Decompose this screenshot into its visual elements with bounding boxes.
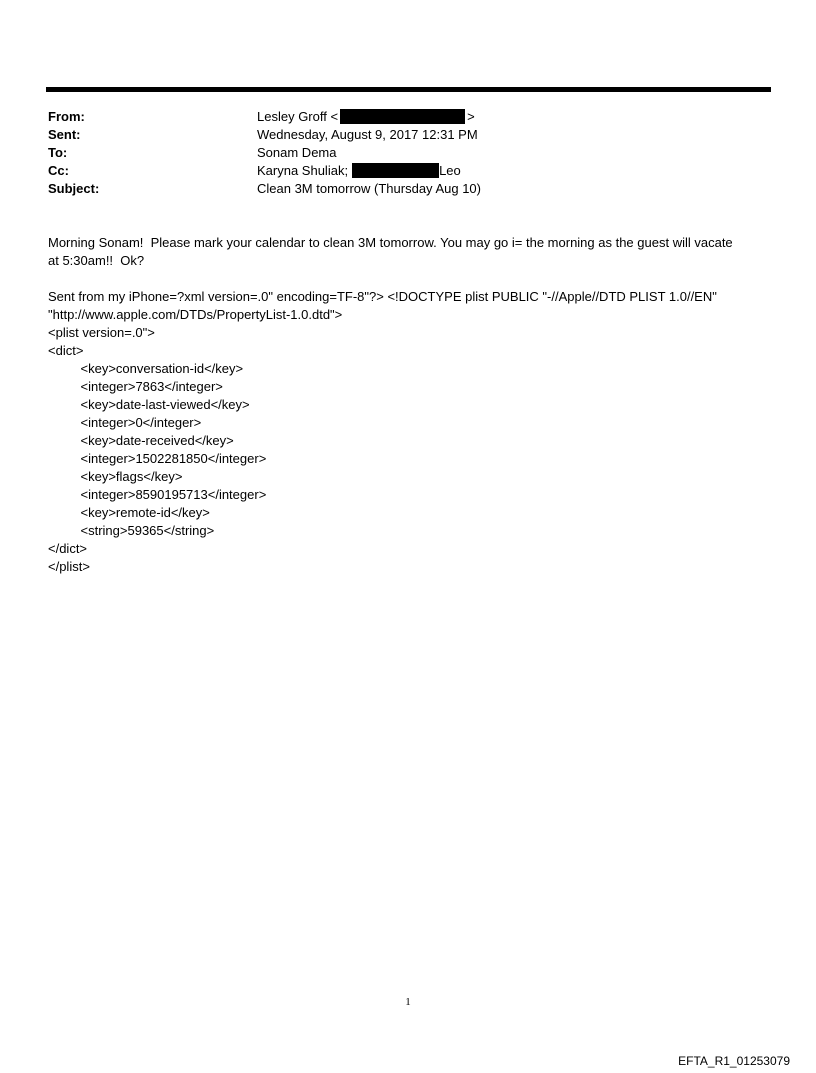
cc-name-1: Karyna Shuliak; bbox=[257, 163, 349, 178]
body-line: <string>59365</string> bbox=[48, 523, 215, 538]
body-line: <integer>7863</integer> bbox=[48, 379, 223, 394]
from-row bbox=[48, 108, 748, 126]
redacted-cc-block bbox=[352, 163, 439, 178]
document-id: EFTA_R1_01253079 bbox=[678, 1054, 790, 1068]
body-line: at 5:30am!! Ok? bbox=[48, 253, 145, 268]
cc-name-2: Leo bbox=[439, 163, 461, 178]
email-body bbox=[48, 234, 773, 576]
to-value: Sonam Dema bbox=[257, 145, 337, 160]
cc-value bbox=[257, 162, 461, 180]
body-line: </dict> bbox=[48, 541, 88, 556]
cc-row bbox=[48, 162, 748, 180]
page-number: 1 bbox=[405, 996, 411, 1008]
to-label: To: bbox=[48, 145, 68, 160]
body-line: <integer>1502281850</integer> bbox=[48, 451, 267, 466]
body-line: Sent from my iPhone=?xml version=.0" encoding=TF-8"?> <!DOCTYPE plist PUBLIC "-//Apple//DTD PLIST 1.0//EN" bbox=[48, 289, 717, 304]
cc-label: Cc: bbox=[48, 163, 69, 178]
body-line: "http://www.apple.com/DTDs/PropertyList-1.0.dtd"> bbox=[48, 307, 343, 322]
header-rule bbox=[46, 87, 771, 92]
sent-value: Wednesday, August 9, 2017 12:31 PM bbox=[257, 127, 478, 142]
body-line: <key>date-last-viewed</key> bbox=[48, 397, 250, 412]
subject-label: Subject: bbox=[48, 181, 100, 196]
body-line: <key>conversation-id</key> bbox=[48, 361, 244, 376]
body-line: <integer>0</integer> bbox=[48, 415, 202, 430]
sent-label: Sent: bbox=[48, 127, 81, 142]
from-name: Lesley Groff < bbox=[257, 109, 339, 124]
body-line: <key>remote-id</key> bbox=[48, 505, 210, 520]
body-line: </plist> bbox=[48, 559, 90, 574]
from-value bbox=[257, 108, 475, 126]
subject-row bbox=[48, 180, 748, 198]
body-line bbox=[48, 270, 773, 288]
sent-row bbox=[48, 126, 748, 144]
subject-value: Clean 3M tomorrow (Thursday Aug 10) bbox=[257, 181, 481, 196]
redacted-email-block bbox=[340, 109, 465, 124]
to-row bbox=[48, 144, 748, 162]
from-label: From: bbox=[48, 109, 85, 124]
body-line: <key>date-received</key> bbox=[48, 433, 234, 448]
body-line: <plist version=.0"> bbox=[48, 325, 155, 340]
email-headers bbox=[48, 108, 748, 198]
body-line: <key>flags</key> bbox=[48, 469, 183, 484]
body-line: <integer>8590195713</integer> bbox=[48, 487, 267, 502]
from-suffix: > bbox=[467, 109, 475, 124]
body-line: <dict> bbox=[48, 343, 84, 358]
body-line: Morning Sonam! Please mark your calendar to clean 3M tomorrow. You may go i= the morning as the guest will vacate bbox=[48, 235, 733, 250]
